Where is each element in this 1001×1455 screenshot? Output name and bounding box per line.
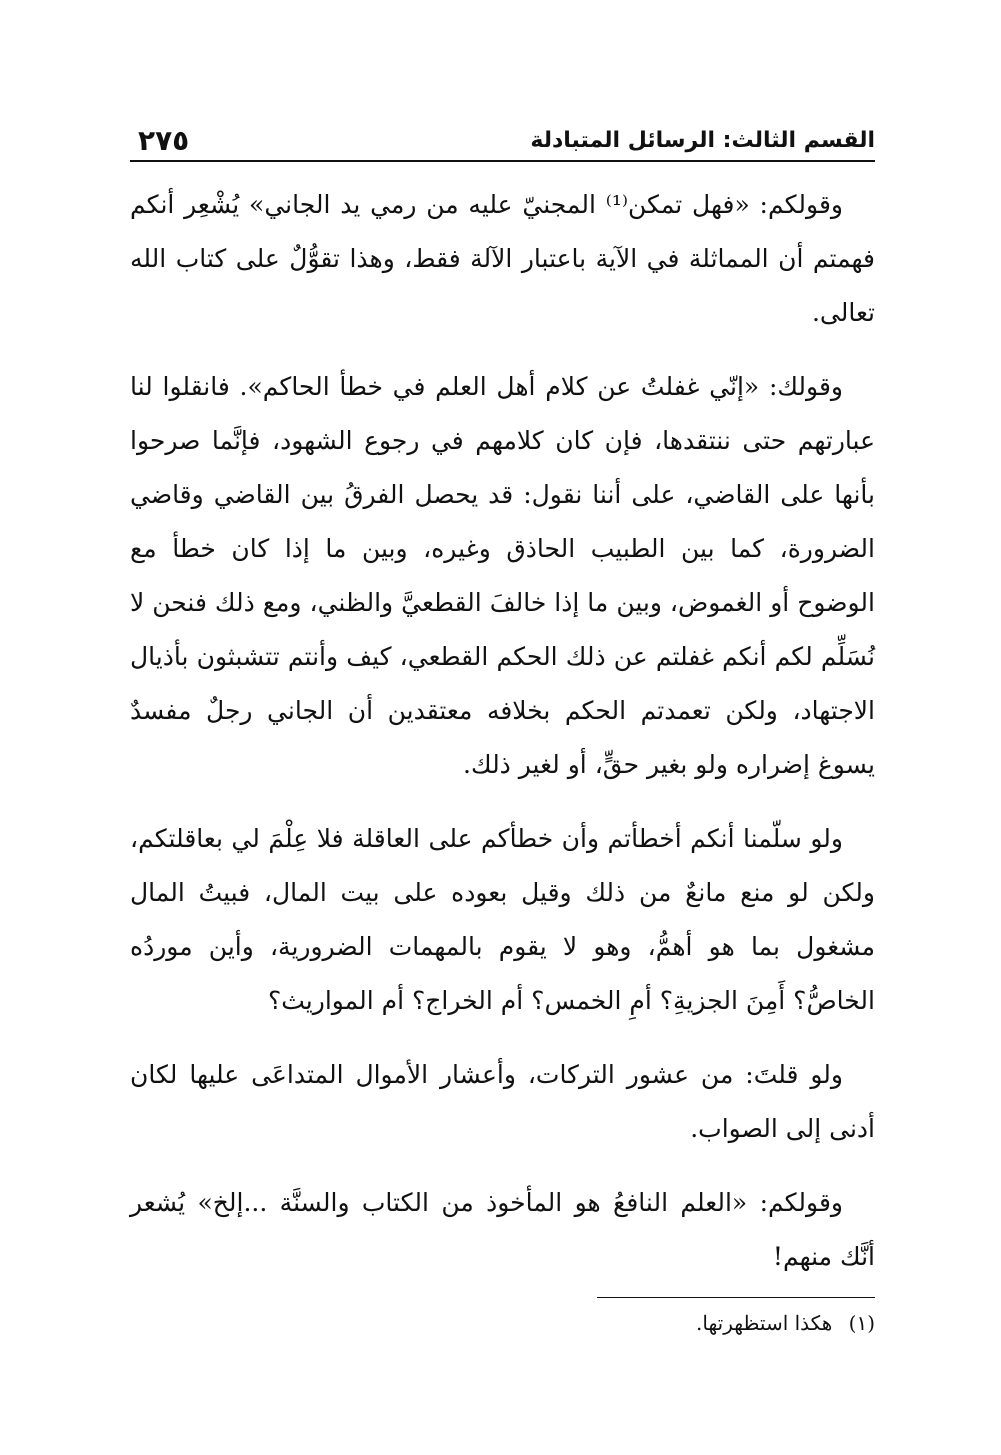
footnote bbox=[600, 1308, 875, 1338]
paragraph-3: ولو سلّمنا أنكم أخطأتم وأن خطأكم على العاقلة فلا عِلْمَ لي بعاقلتكم، ولكن لو منع مانعٌ من ذلك وقيل بعوده على بيت المال، فبيتُ المال مشغول بما هو أهمُّ، وهو لا يقوم بالمهمات الضرورية، وأين موردُه الخاصُّ؟ أَمِنَ الجزيةِ؟ أمِ الخمس؟ أم الخراج؟ أم المواريث؟ bbox=[130, 824, 875, 1015]
page-number: ٢٧٥ bbox=[138, 124, 190, 157]
paragraph-5: وقولكم: «العلم النافعُ هو المأخوذ من الكتاب والسنَّة ...إلخ» يُشعر أنَّك منهم! bbox=[130, 1188, 875, 1271]
paragraph-2: وقولك: «إنّي غفلتُ عن كلام أهل العلم في خطأ الحاكم». فانقلوا لنا عبارتهم حتى ننتقدها، فإن كان كلامهم في رجوع الشهود، فإنَّما صرحوا بأنها على القاضي، على أننا نقول: قد يحصل الفرقُ بين القاضي وقاضي الضرورة، كما بين الطبيب الحاذق وغيره، وبين ما إذا كان خطأ مع الوضوح أو الغموض، وبين ما إذا خالفَ القطعيَّ والظني، ومع ذلك فنحن لا نُسَلِّم لكم أنكم غفلتم عن ذلك الحكم القطعي، كيف وأنتم تتشبثون بأذيال الاجتهاد، ولكن تعمدتم الحكم بخلافه معتقدين أن الجاني رجلٌ مفسدٌ يسوغ إضراره ولو بغير حقٍّ، أو لغير ذلك. bbox=[130, 372, 875, 779]
section-title: القسم الثالث: الرسائل المتبادلة bbox=[530, 128, 875, 153]
paragraph-4: ولو قلتَ: من عشور التركات، وأعشار الأموال المتداعَى عليها لكان أدنى إلى الصواب. bbox=[130, 1060, 875, 1143]
body-text bbox=[130, 178, 875, 1304]
running-header bbox=[130, 120, 875, 160]
footnote-text: هكذا استظهرتها. bbox=[696, 1311, 833, 1335]
header-divider bbox=[130, 160, 875, 162]
footnote-marker: (١) bbox=[848, 1311, 875, 1335]
footnote-divider bbox=[597, 1297, 875, 1298]
paragraph-1: وقولكم: «فهل تمكن⁽¹⁾ المجنيّ عليه من رمي يد الجاني» يُشْعِر أنكم فهمتم أن المماثلة في الآية باعتبار الآلة فقط، وهذا تقوُّلٌ على كتاب الله تعالى. bbox=[130, 190, 875, 327]
